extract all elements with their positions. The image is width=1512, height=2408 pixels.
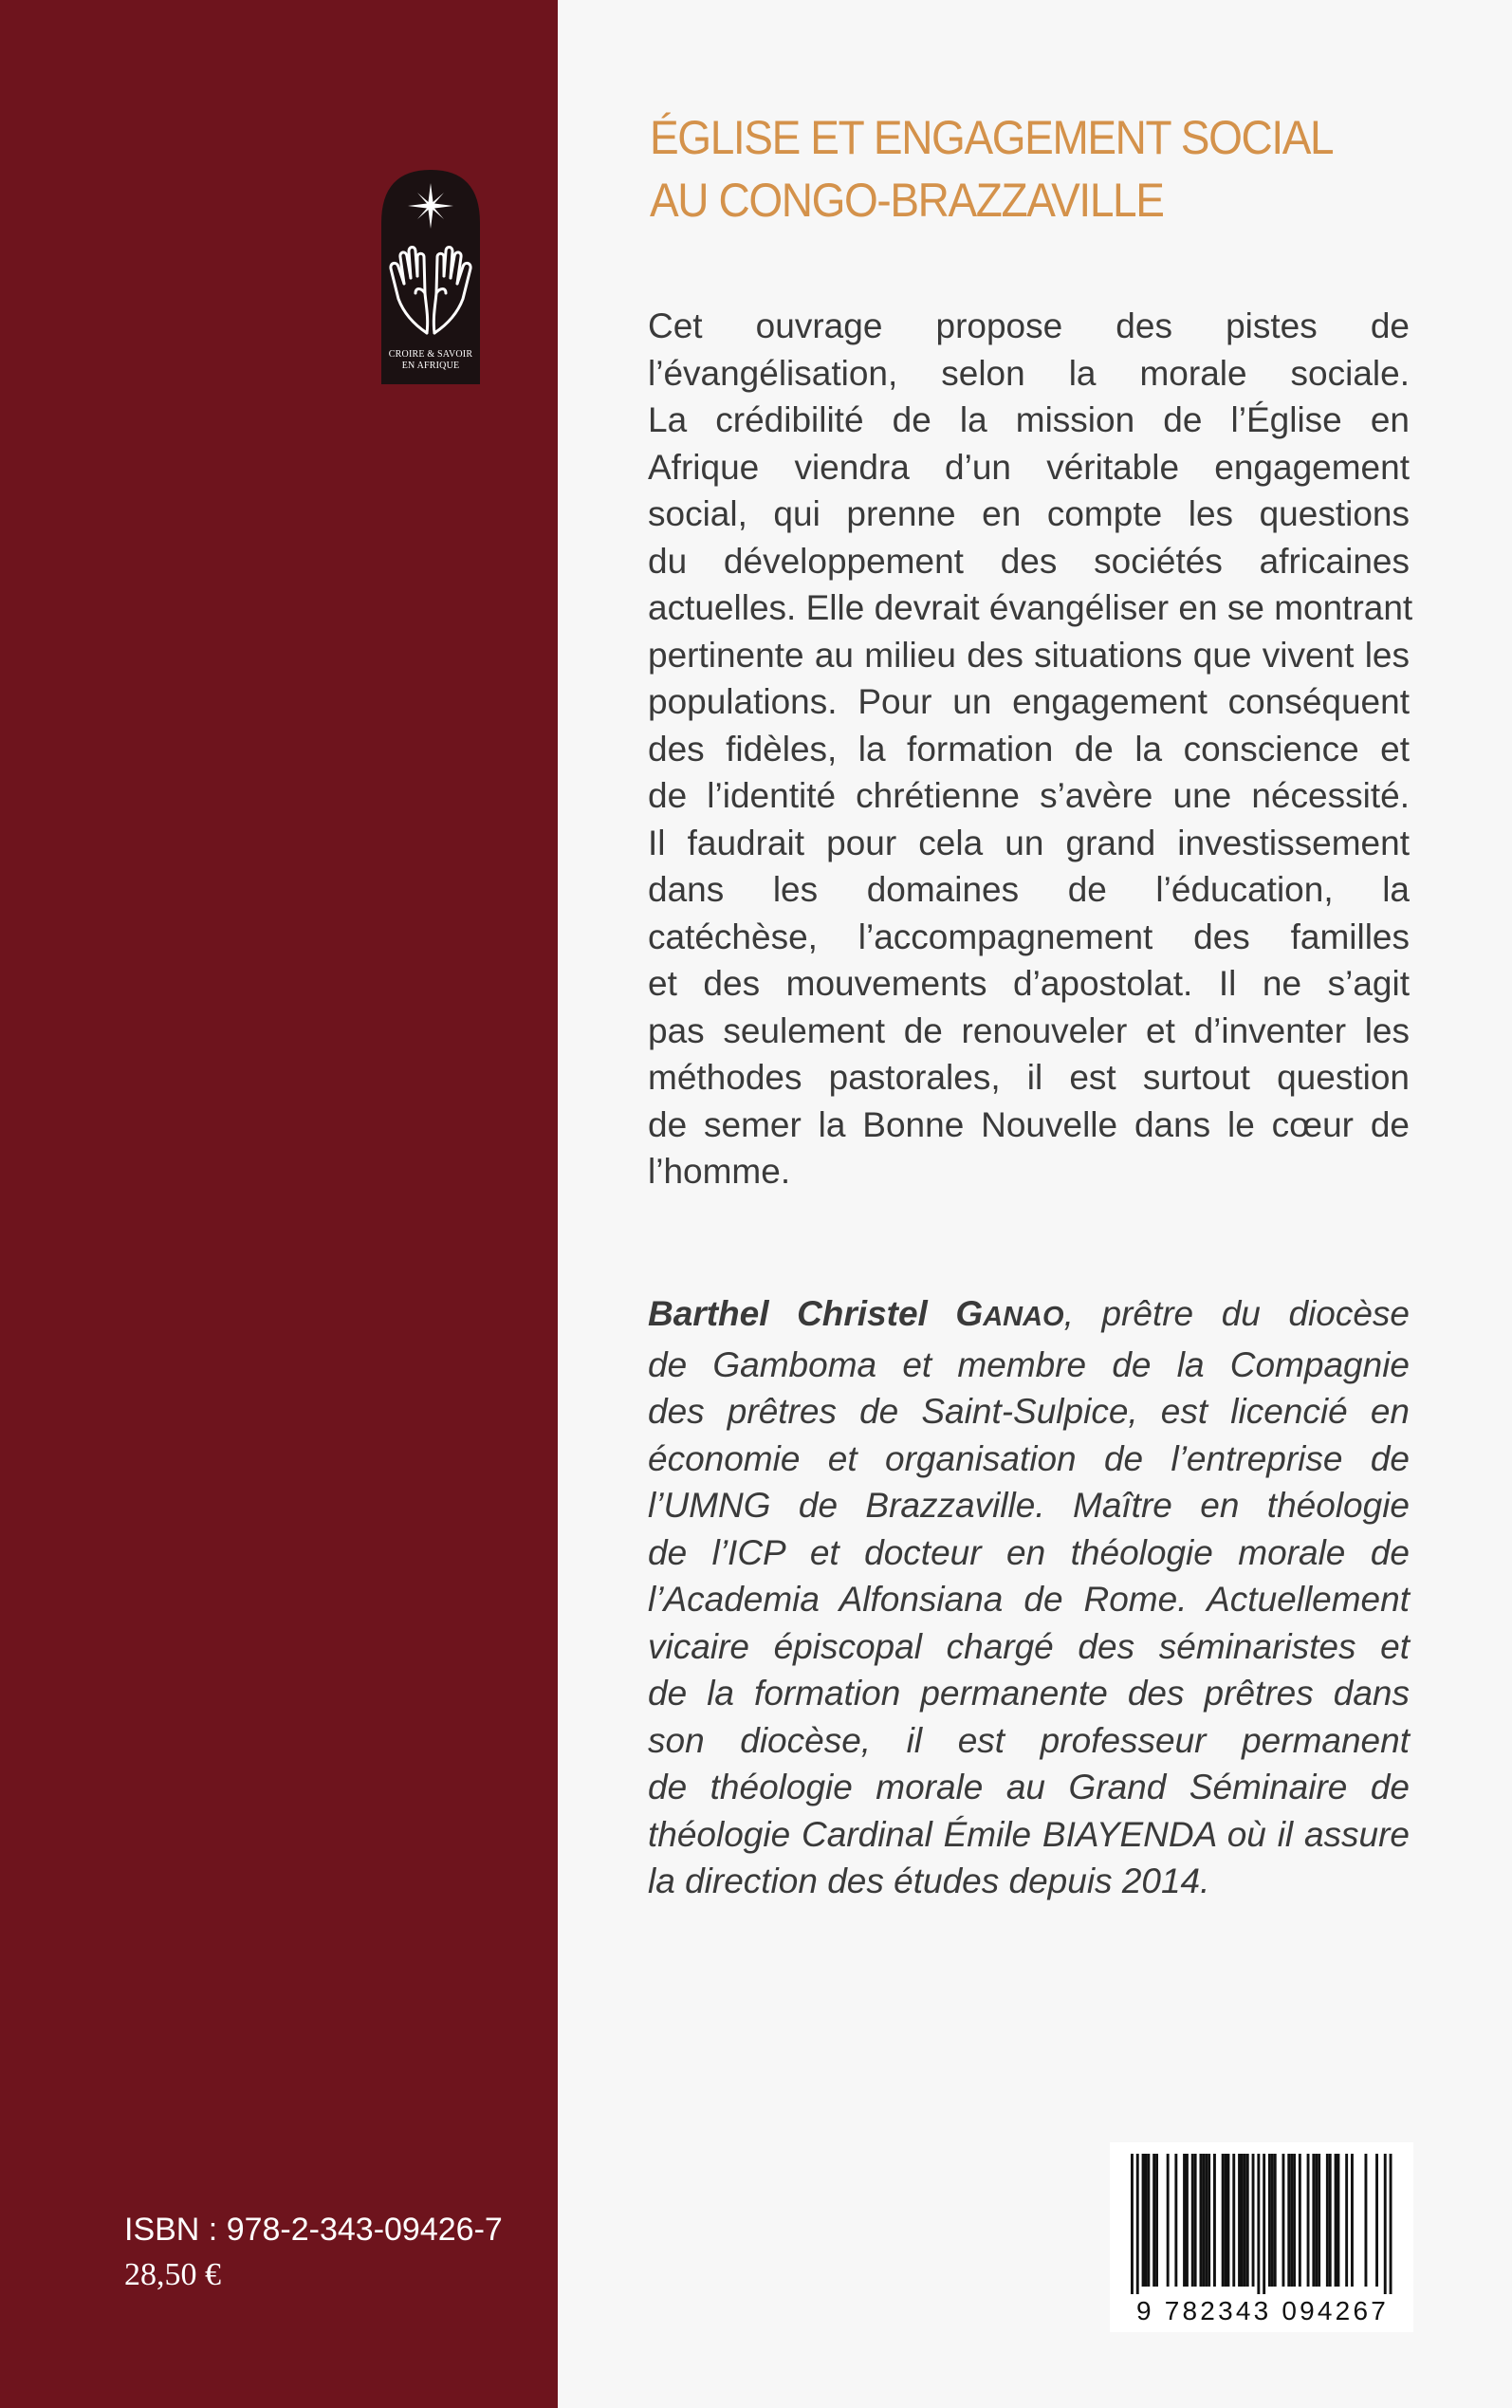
barcode-bar (1191, 2154, 1194, 2287)
summary-line: de l’identité chrétienne s’avère une nécessité. (648, 776, 1410, 815)
bio-name-rest: ANAO (983, 1302, 1064, 1332)
bio-line: l’UMNG de Brazzaville. Maître en théologie (648, 1486, 1410, 1525)
barcode-bar (1282, 2154, 1285, 2287)
barcode-bar (1345, 2154, 1348, 2287)
barcode-bar (1222, 2154, 1225, 2287)
barcode-bar (1287, 2154, 1290, 2287)
barcode-bar (1337, 2154, 1340, 2287)
bio-line: théologie Cardinal Émile BIAYENDA où il assure (648, 1814, 1410, 1854)
bio-name-initial: G (955, 1294, 984, 1333)
bio-line: de théologie morale au Grand Séminaire de (648, 1768, 1410, 1806)
barcode-bar (1213, 2154, 1216, 2287)
summary-line: l’homme. (648, 1152, 791, 1191)
barcode-bar (1183, 2154, 1186, 2287)
summary-line: des fidèles, la formation de la conscience et (648, 729, 1410, 769)
barcode-bar (1155, 2154, 1158, 2287)
bio-name-first: Barthel Christel (648, 1294, 956, 1333)
barcode-bars (1110, 2142, 1413, 2294)
barcode-bar (1186, 2154, 1189, 2287)
barcode-bar (1312, 2154, 1315, 2287)
barcode-bar (1390, 2154, 1392, 2294)
summary-line: Cet ouvrage propose des pistes de (648, 306, 1410, 345)
barcode-bar (1268, 2154, 1271, 2287)
barcode-bar (1307, 2154, 1310, 2287)
barcode-bar (1194, 2154, 1197, 2287)
barcode-bar (1257, 2154, 1260, 2294)
logo-caption (378, 349, 484, 372)
barcode-bar (1244, 2154, 1246, 2287)
barcode-bar (1384, 2154, 1387, 2294)
bio-line: vicaire épiscopal chargé des séminaristes et (648, 1626, 1410, 1666)
barcode-bar (1147, 2154, 1150, 2287)
bio-line: la direction des études depuis 2014. (648, 1862, 1210, 1900)
barcode-bar (1238, 2154, 1241, 2287)
barcode-bar (1145, 2154, 1148, 2287)
barcode-bar (1205, 2154, 1208, 2287)
barcode-bar (1263, 2154, 1265, 2294)
collection-logo (378, 166, 484, 384)
barcode-bar (1131, 2154, 1134, 2294)
barcode-bar (1136, 2154, 1139, 2294)
barcode-bar (1375, 2154, 1378, 2287)
bio-line: de Gamboma et membre de la Compagnie (648, 1344, 1410, 1384)
summary-line: La crédibilité de la mission de l’Église en (648, 400, 1410, 439)
left-cover-panel (0, 0, 558, 2408)
summary-line: Il faudrait pour cela un grand investissement (648, 823, 1410, 862)
barcode-bar (1290, 2154, 1293, 2287)
barcode-bar (1227, 2154, 1230, 2287)
book-summary (648, 303, 1413, 1195)
isbn-barcode (1110, 2142, 1413, 2332)
barcode-bar (1274, 2154, 1277, 2287)
bio-line: de l’ICP et docteur en théologie morale de (648, 1532, 1410, 1572)
summary-line: pertinente au milieu des situations que vivent les (648, 635, 1410, 675)
barcode-bar (1152, 2154, 1155, 2287)
book-title-line1: ÉGLISE ET ENGAGEMENT SOCIAL (650, 111, 1334, 164)
barcode-bar (1351, 2154, 1354, 2287)
bio-line: son diocèse, il est professeur permanent (648, 1720, 1410, 1760)
book-title (650, 106, 1348, 232)
summary-line: de semer la Bonne Nouvelle dans le cœur de (648, 1104, 1410, 1144)
barcode-bar (1293, 2154, 1296, 2287)
barcode-bar (1225, 2154, 1227, 2287)
barcode-bar (1232, 2154, 1235, 2287)
isbn-label: ISBN : 978-2-343-09426-7 (124, 2212, 503, 2248)
summary-line: actuelles. Elle devrait évangéliser en se montrant (648, 588, 1413, 627)
logo-caption-line2: EN AFRIQUE (401, 361, 460, 371)
logo-caption-line1: CROIRE & SAVOIR (388, 349, 473, 360)
barcode-bar (1202, 2154, 1205, 2287)
barcode-bar (1200, 2154, 1203, 2287)
summary-line: populations. Pour un engagement conséquent (648, 682, 1410, 721)
book-title-line2: AU CONGO-BRAZZAVILLE (650, 174, 1164, 227)
summary-line: l’évangélisation, selon la morale sociale. (648, 353, 1410, 393)
barcode-bar (1241, 2154, 1244, 2287)
barcode-bar (1271, 2154, 1274, 2287)
summary-line: catéchèse, l’accompagnement des familles (648, 917, 1410, 956)
bio-line: l’Academia Alfonsiana de Rome. Actuellement (648, 1580, 1410, 1619)
barcode-bar (1299, 2154, 1301, 2287)
summary-line: méthodes pastorales, il est surtout question (648, 1058, 1410, 1097)
summary-line: dans les domaines de l’éducation, la (648, 870, 1410, 909)
bio-first-line-rest: , prêtre du diocèse (1063, 1294, 1410, 1333)
bio-first-line (648, 1290, 1410, 1342)
summary-line: Afrique viendra d’un véritable engagement (648, 447, 1410, 487)
author-bio (648, 1290, 1410, 1905)
barcode-bar (1252, 2154, 1255, 2287)
summary-line: pas seulement de renouveler et d’inventer les (648, 1010, 1410, 1050)
barcode-bar (1246, 2154, 1249, 2287)
barcode-digits: 9 782343 094267 (1136, 2296, 1389, 2325)
summary-line: social, qui prenne en compte les questions (648, 494, 1410, 533)
bio-line: de la formation permanente des prêtres dans (648, 1674, 1410, 1713)
bio-line: économie et organisation de l’entreprise de (648, 1438, 1410, 1478)
price-label: 28,50 € (124, 2257, 221, 2292)
barcode-bar (1142, 2154, 1145, 2287)
bio-line: des prêtres de Saint-Sulpice, est licencié en (648, 1392, 1410, 1431)
summary-line: et des mouvements d’apostolat. Il ne s’agit (648, 964, 1410, 1003)
barcode-bar (1329, 2154, 1332, 2287)
barcode-bar (1335, 2154, 1337, 2287)
barcode-bar (1208, 2154, 1210, 2287)
barcode-bar (1326, 2154, 1329, 2287)
bio-author-name (648, 1294, 1064, 1333)
summary-line: du développement des sociétés africaines (648, 541, 1410, 581)
barcode-bar (1318, 2154, 1320, 2287)
barcode-bar (1174, 2154, 1177, 2287)
barcode-bar (1167, 2154, 1170, 2287)
barcode-bar (1365, 2154, 1368, 2287)
barcode-bar (1315, 2154, 1318, 2287)
